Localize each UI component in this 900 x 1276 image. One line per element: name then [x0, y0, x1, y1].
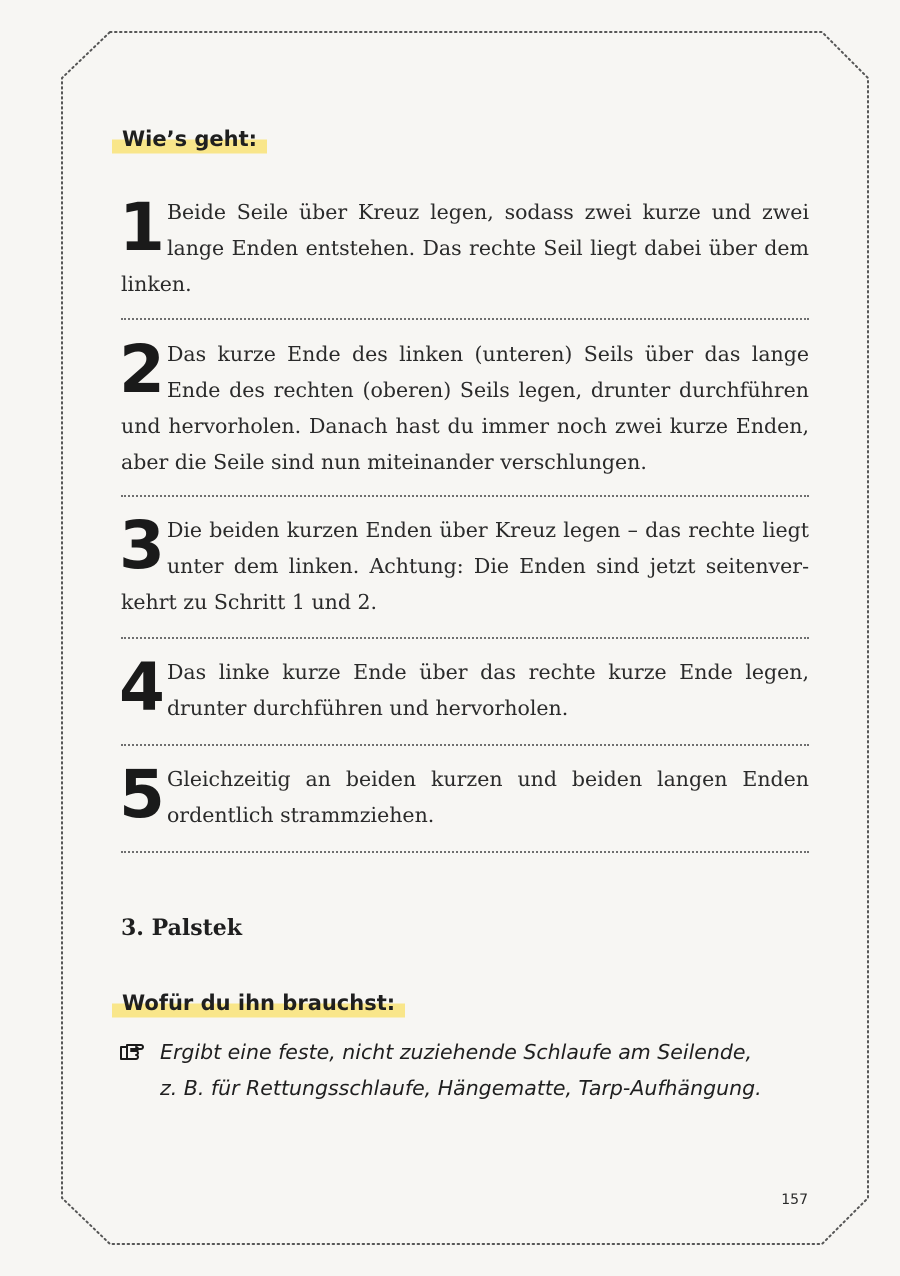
divider [121, 744, 809, 746]
purpose-text-line-2: z. B. für Rettungsschlaufe, Hängematte, Tarp-Aufhängung. [160, 1076, 762, 1100]
divider [121, 318, 809, 320]
how-it-works-heading: Wie’s geht: [112, 124, 267, 156]
pointing-hand-icon [118, 1039, 146, 1063]
step-text: Gleichzeitig an beiden kurzen und beiden langen Enden ordentlich strammziehen. [166, 767, 809, 827]
step-4 [119, 649, 809, 726]
step-number: 5 [119, 756, 163, 833]
divider [121, 851, 809, 853]
step-5 [119, 756, 809, 833]
step-number: 1 [119, 189, 163, 266]
step-number: 2 [119, 331, 163, 408]
step-3 [119, 507, 809, 620]
purpose-bullet [118, 1034, 818, 1106]
step-2 [119, 331, 809, 480]
step-text: Das linke kurze Ende über das rechte kurze Ende legen, drunter durchführen und hervorholen. [166, 660, 809, 720]
step-number: 4 [119, 649, 163, 726]
step-text: Das kurze Ende des linken (unteren) Seils über das lange Ende des rechten (oberen) Seils legen, drunter durchführen und hervorholen. Danach hast du immer noch zwei kurze Enden, aber die Seile sind nun miteinander verschlungen. [121, 342, 809, 474]
purpose-text [160, 1034, 818, 1106]
purpose-text-line-1: Ergibt eine feste, nicht zuziehende Schlaufe am Seilende, [160, 1040, 753, 1064]
divider [121, 495, 809, 497]
divider [121, 637, 809, 639]
step-number: 3 [119, 507, 163, 584]
step-1 [119, 189, 809, 302]
section-title: 3. Palstek [121, 915, 242, 941]
step-text: Beide Seile über Kreuz legen, sodass zwei kurze und zwei lange Enden entstehen. Das rechte Seil liegt dabei über dem linken. [121, 200, 809, 296]
step-text: Die beiden kurzen Enden über Kreuz legen – das rechte liegt unter dem linken. Achtung: Die Enden sind jetzt seitenverkehrt zu Schritt 1 und 2. [121, 518, 809, 614]
purpose-heading: Wofür du ihn brauchst: [112, 988, 405, 1020]
page-number: 157 [781, 1192, 808, 1208]
